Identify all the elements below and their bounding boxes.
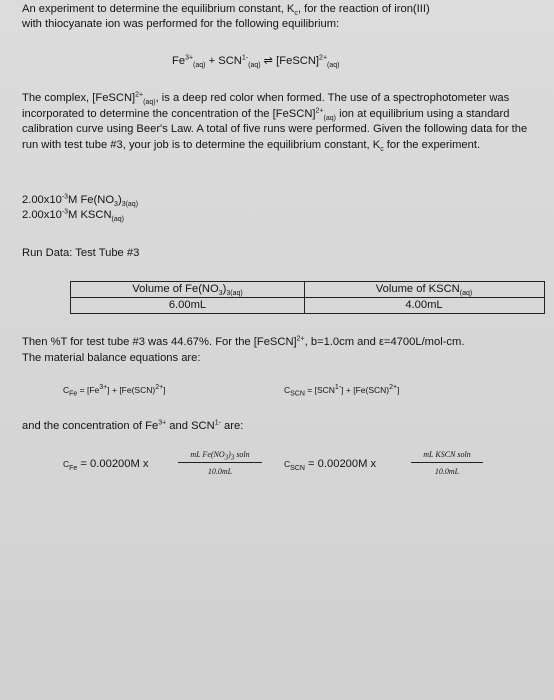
- kscn-volume-value: 4.00mL: [405, 299, 443, 311]
- intro-line-2: with thiocyanate ion was performed for the following equilibrium:: [22, 18, 340, 30]
- fe-volume-value: 6.00mL: [168, 299, 207, 311]
- header-kscn-volume: Volume of $KSCN_{(aq)}$: [375, 283, 473, 298]
- scn-formula-numerator: mL KSCN soln: [423, 450, 471, 459]
- fe-formula-numerator: mL $Fe(NO_3)_3$ soln: [190, 450, 250, 462]
- scn-concentration-formula: $C_{SCN} = 0.00200M$ x: [284, 458, 377, 473]
- fe-formula-denominator: 10.0mL: [207, 467, 233, 476]
- percent-transmittance-line: Then %T for test tube #3 was 44.67%. For the [FeSCN]$^{2+}$, b=1.0cm and ε=4700L/mol-cm.: [22, 335, 465, 348]
- fe-nitrate-concentration: $2.00x10^{-3}M$ $Fe(NO_3)_{3(aq)}$: [22, 193, 139, 209]
- material-balance-heading: The material balance equations are:: [22, 352, 201, 364]
- scn-formula-denominator: 10.0mL: [434, 467, 460, 476]
- material-balance-fe: $C_{Fe} = [Fe^{3+}] + [Fe(SCN)^{2+}]$: [63, 384, 166, 398]
- equilibrium-equation: $Fe^{3+}_{(aq)} + SCN^{1-}_{(aq)}$ ⇌ [FeSCN]$^{2+}_{(aq)}$: [172, 54, 340, 70]
- fe-concentration-formula: $C_{Fe} = 0.00200M$ x: [63, 458, 149, 473]
- fe-formula-fraction-bar: [178, 462, 262, 463]
- material-balance-scn: $C_{SCN} = [SCN^{1-}] + [Fe(SCN)^{2+}]$: [284, 384, 400, 398]
- description-paragraph: The complex, [FeSCN]$^{2+}_{(aq)}$, is a deep red color when formed. The use of a spectrophotometer was incorporated to determine the concentration of the [FeSCN]$^{2+}_{(aq)}$ ion at equilibrium using a standard calibration curve using Beer's Law. A total of five runs were performed. Given the following data for the run with test tube #3, your job is to determine the equilibrium constant, $K_c$ for the experiment.: [22, 91, 528, 153]
- run-data-heading: Run Data: Test Tube #3: [22, 247, 140, 259]
- kscn-concentration: $2.00x10^{-3}M$ $KSCN_{(aq)}$: [22, 208, 125, 224]
- run-data-table: [70, 281, 545, 314]
- intro-line-1: An experiment to determine the equilibrium constant, $K_c$, for the reaction of iron(III): [22, 3, 430, 18]
- concentration-heading: and the concentration of $Fe^{3+}$ and $SCN^{1-}$ are:: [22, 419, 244, 432]
- header-fe-volume: Volume of $Fe(NO_3)_{3(aq)}$: [132, 283, 243, 298]
- scn-formula-fraction-bar: [411, 462, 483, 463]
